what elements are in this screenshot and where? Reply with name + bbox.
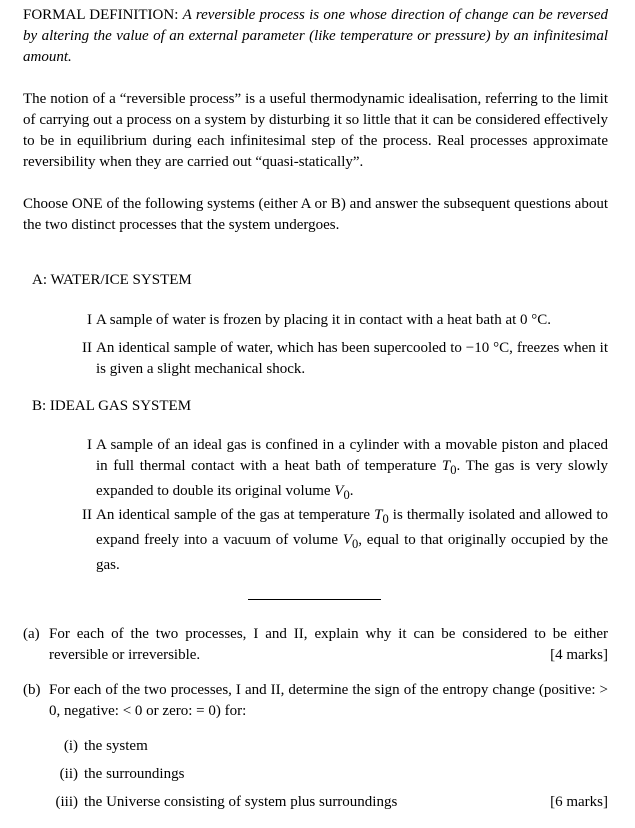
system-b-item-1 bbox=[70, 435, 608, 506]
item-number: II bbox=[82, 507, 92, 523]
question-label: (a) bbox=[23, 626, 40, 642]
instruction-paragraph: Choose ONE of the following systems (either A or B) and answer the subsequent questions about the two distinct processes that the system undergoes. bbox=[23, 196, 608, 233]
system-b-heading: B: IDEAL GAS SYSTEM bbox=[32, 398, 192, 414]
question-b-part-i bbox=[52, 736, 608, 757]
item-text: A sample of an ideal gas is confined in a cylinder with a movable piston and placed in full thermal contact with a heat bath of temperature $T_0$. The gas is very slowly expanded to double its original volume $V_0$. bbox=[96, 437, 608, 502]
system-b-item-2 bbox=[70, 505, 608, 576]
question-b-part-iii bbox=[52, 792, 608, 813]
question-text: For each of the two processes, I and II, determine the sign of the entropy change (positive: > 0, negative: < 0 or zero: = 0) for: bbox=[49, 682, 608, 719]
item-number: II bbox=[82, 340, 92, 356]
part-label: (iii) bbox=[55, 794, 78, 810]
part-label: (ii) bbox=[59, 766, 78, 782]
item-number: I bbox=[87, 312, 92, 328]
separator-rule bbox=[248, 599, 381, 600]
question-label: (b) bbox=[23, 682, 41, 698]
item-text: An identical sample of water, which has been supercooled to −10 °C, freezes when it is given a slight mechanical shock. bbox=[96, 340, 608, 377]
item-text: A sample of water is frozen by placing it in contact with a heat bath at 0 °C. bbox=[96, 312, 552, 328]
marks: [6 marks] bbox=[550, 794, 608, 810]
system-a-heading: A: WATER/ICE SYSTEM bbox=[32, 272, 192, 288]
intro-paragraph: The notion of a “reversible process” is a useful thermodynamic idealisation, referring to the limit of carrying out a process on a system by disturbing it so little that it can be considered effectively to be in equilibrium during each infinitesimal step of the process. Real processes approximate reversibility when they are carried out “quasi-statically”. bbox=[23, 91, 608, 170]
item-number: I bbox=[87, 437, 92, 453]
system-a-item-1 bbox=[70, 310, 608, 331]
item-text: An identical sample of the gas at temperature $T_0$ is thermally isolated and allowed to expand freely into a vacuum of volume $V_0$, equal to that originally occupied by the gas. bbox=[96, 507, 608, 573]
part-text: the system bbox=[84, 738, 148, 754]
part-text: the Universe consisting of system plus surroundings bbox=[84, 794, 398, 810]
definition-label: FORMAL DEFINITION: bbox=[23, 7, 179, 23]
question-a bbox=[23, 624, 608, 666]
part-label: (i) bbox=[63, 738, 78, 754]
question-b-part-ii bbox=[52, 764, 608, 785]
question-text: For each of the two processes, I and II, explain why it can be considered to be either reversible or irreversible. bbox=[49, 626, 608, 663]
question-b bbox=[23, 680, 608, 722]
definition-text: A reversible process is one whose direction of change can be reversed by altering the value of an external parameter (like temperature or pressure) by an infinitesimal amount. bbox=[23, 7, 608, 65]
system-a-item-2 bbox=[70, 338, 608, 380]
marks: [4 marks] bbox=[550, 647, 608, 663]
part-text: the surroundings bbox=[84, 766, 185, 782]
formal-definition bbox=[23, 5, 608, 68]
